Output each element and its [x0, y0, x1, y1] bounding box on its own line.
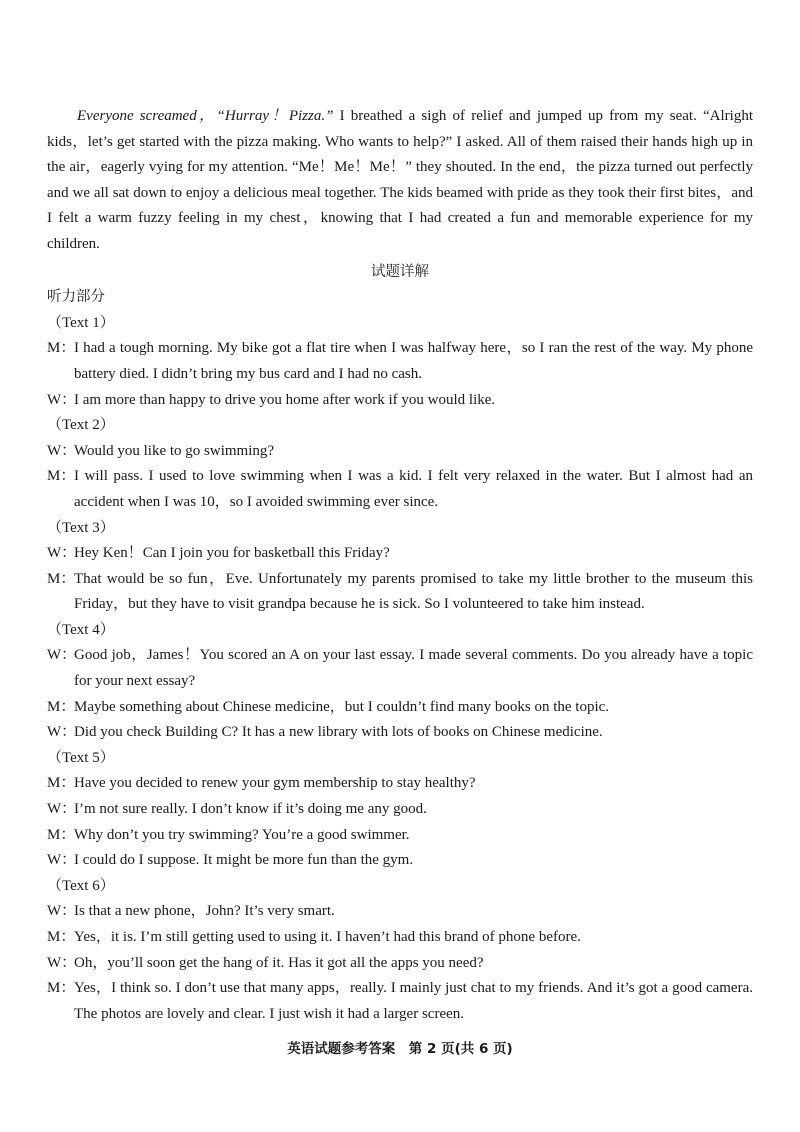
utterance-text: I could do I suppose. It might be more fun than the gym. [74, 852, 414, 869]
dialogue-line [47, 336, 753, 387]
utterance-text: Good job，James！You scored an A on your last essay. I made several comments. Do you already have a topic for your next essay? [74, 647, 753, 690]
transcript-text-4 [47, 618, 753, 746]
transcript-text-5 [47, 746, 753, 874]
utterance-text: Would you like to go swimming? [74, 442, 275, 459]
speaker-label: M： [47, 698, 76, 715]
utterance-text: Oh，you’ll soon get the hang of it. Has it got all the apps you need? [74, 954, 484, 971]
dialogue-line [47, 976, 753, 1027]
speaker-label: M： [47, 775, 76, 792]
dialogue-line [47, 388, 753, 414]
transcript-text-1 [47, 311, 753, 413]
utterance-text: Did you check Building C? It has a new library with lots of books on Chinese medicine. [74, 724, 603, 741]
dialogue-line [47, 695, 753, 721]
dialogue-line [47, 823, 753, 849]
speaker-label: W： [47, 442, 77, 459]
speaker-label: W： [47, 852, 77, 869]
answer-page [47, 104, 753, 1027]
dialogue-line [47, 541, 753, 567]
speaker-label: W： [47, 724, 77, 741]
transcript-label: （Text 6） [47, 877, 115, 894]
utterance-text: Maybe something about Chinese medicine，but I couldn’t find many books on the topic. [74, 698, 610, 715]
speaker-label: W： [47, 801, 77, 818]
story-intro-italic: Everyone screamed，“Hurray！Pizza.” [77, 108, 334, 124]
utterance-text: That would be so fun，Eve. Unfortunately my parents promised to take my little brother to the museum this Friday，but they have to visit grandpa because he is sick. So I volunteered to take him instead. [74, 570, 753, 613]
speaker-label: M： [47, 929, 76, 945]
dialogue-line [47, 797, 753, 823]
dialogue-line [47, 848, 753, 874]
speaker-label: W： [47, 391, 77, 408]
speaker-label: M： [47, 340, 76, 357]
utterance-text: I had a tough morning. My bike got a flat tire when I was halfway here，so I ran the rest of the way. My phone battery died. I didn’t bring my bus card and I had no cash. [74, 340, 753, 382]
dialogue-line [47, 925, 753, 951]
dialogue-line [47, 643, 753, 694]
transcript-label: （Text 2） [47, 417, 115, 434]
speaker-label: M： [47, 826, 76, 843]
transcript-label: （Text 5） [47, 749, 115, 766]
utterance-text: I will pass. I used to love swimming when I was a kid. I felt very relaxed in the water. But I almost had an accident when I was 10，so I avoided swimming ever since. [74, 468, 753, 510]
transcript-label: （Text 1） [47, 314, 115, 331]
dialogue-line [47, 567, 753, 618]
utterance-text: Hey Ken！Can I join you for basketball this Friday? [74, 545, 390, 562]
speaker-label: W： [47, 903, 77, 920]
utterance-text: Is that a new phone，John? It’s very smart. [74, 903, 335, 920]
page-footer: 英语试题参考答案 第 2 页(共 6 页) [287, 1041, 513, 1057]
transcript-text-6 [47, 874, 753, 1028]
transcript-label: （Text 4） [47, 621, 115, 638]
speaker-label: W： [47, 954, 77, 971]
transcript-text-3 [47, 516, 753, 618]
speaker-label: M： [47, 570, 76, 587]
listening-heading: 听力部分 [47, 289, 105, 306]
utterance-text: Have you decided to renew your gym membership to stay healthy? [74, 775, 476, 792]
utterance-text: Yes，it is. I’m still getting used to using it. I haven’t had this brand of phone before. [74, 929, 581, 945]
transcript-label: （Text 3） [47, 519, 115, 536]
transcript-text-2 [47, 413, 753, 515]
utterance-text: I am more than happy to drive you home after work if you would like. [74, 391, 496, 408]
speaker-label: W： [47, 545, 77, 562]
section-title: 试题详解 [371, 263, 429, 280]
dialogue-line [47, 720, 753, 746]
speaker-label: W： [47, 647, 77, 664]
speaker-label: M： [47, 468, 76, 485]
dialogue-line [47, 899, 753, 925]
listening-transcripts [47, 311, 753, 1028]
utterance-text: I’m not sure really. I don’t know if it’s doing me any good. [74, 801, 427, 818]
dialogue-line [47, 771, 753, 797]
utterance-text: Yes，I think so. I don’t use that many apps，really. I mainly just chat to my friends. And it’s got a good camera. The photos are lovely and clear. I just wish it had a larger screen. [74, 980, 753, 1022]
speaker-label: M： [47, 980, 76, 997]
story-body: I breathed a sigh of relief and jumped up from my seat. “Alright kids，let’s get started with the pizza making. Who wants to help?” I asked. All of them raised their hands high up in the air，eagerly vying for my attention. “Me！Me！Me！” they shouted. In the end，the pizza turned out perfectly and we all sat down to enjoy a delicious meal together. The kids beamed with pride as they took their first bites，and I felt a warm fuzzy feeling in my chest，knowing that I had created a fun and memorable experience for my children. [47, 108, 753, 252]
utterance-text: Why don’t you try swimming? You’re a good swimmer. [74, 826, 410, 843]
dialogue-line [47, 951, 753, 977]
dialogue-line [47, 439, 753, 465]
story-ending-paragraph [47, 104, 753, 258]
dialogue-line [47, 464, 753, 515]
